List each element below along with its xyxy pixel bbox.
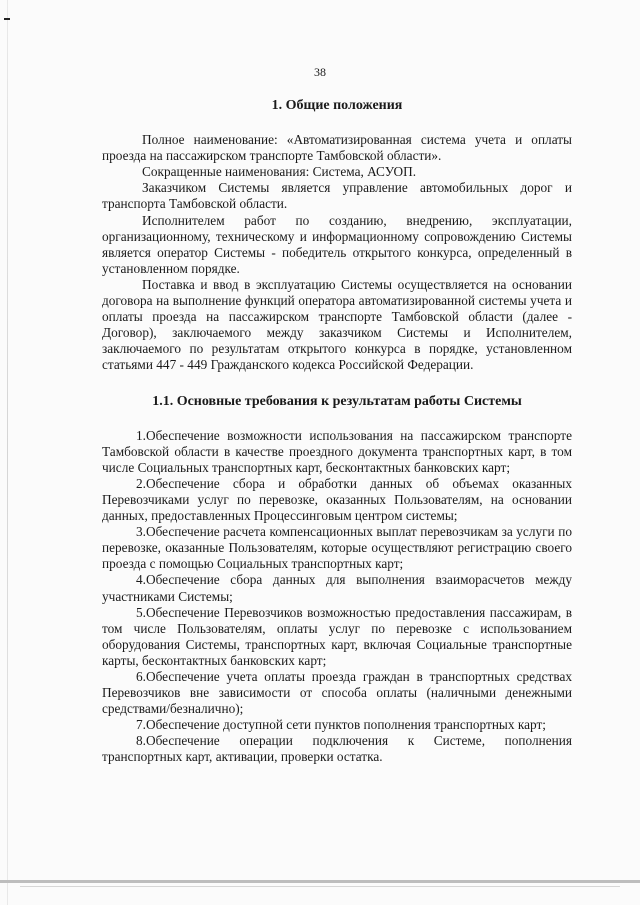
list-item: 5.Обеспечение Перевозчиков возможностью предоставления пассажирам, в том числе Пользователям, оплаты услуг по перевозке с использованием оборудования Системы, транспортных карт, включая Социальные транспортные карты, бесконтактных банковских карт; — [102, 604, 572, 668]
list-item: 3.Обеспечение расчета компенсационных выплат перевозчикам за услуги по перевозке, оказанные Пользователям, которые осуществляют регистрацию своего проезда с помощью Социальных транспортных карт; — [102, 524, 572, 572]
section-paragraphs — [102, 132, 572, 373]
section-title: 1. Общие положения — [271, 98, 403, 113]
paragraph: Заказчиком Системы является управление автомобильных дорог и транспорта Тамбовской области. — [102, 180, 572, 212]
page-number: 38 — [314, 65, 326, 79]
scan-edge — [7, 0, 8, 905]
list-item: 6.Обеспечение учета оплаты проезда граждан в транспортных средствах Перевозчиков вне зависимости от способа оплаты (наличными денежными средствами/безналично); — [102, 669, 572, 717]
list-item: 8.Обеспечение операции подключения к Системе, пополнения транспортных карт, активации, проверки остатка. — [102, 733, 572, 765]
list-item: 2.Обеспечение сбора и обработки данных об объемах оказанных Перевозчиками услуг по перевозке, оказанных Пользователям, на основании данных, предоставленных Процессинговым центром системы; — [102, 475, 572, 524]
list-item: 1.Обеспечение возможности использования на пассажирском транспорте Тамбовской области в качестве проездного документа транспортных карт, в том числе Социальных транспортных карт, бесконтактных банковских карт; — [102, 427, 572, 475]
list-item: 4.Обеспечение сбора данных для выполнения взаиморасчетов между участниками Системы; — [102, 572, 572, 604]
paragraph: Полное наименование: «Автоматизированная система учета и оплаты проезда на пассажирском транспорте Тамбовской области». — [102, 132, 572, 164]
paragraph: Сокращенные наименования: Система, АСУОП. — [142, 164, 417, 180]
list-item: 7.Обеспечение доступной сети пунктов пополнения транспортных карт; — [136, 717, 546, 733]
paragraph: Исполнителем работ по созданию, внедрению, эксплуатации, организационному, техническому и информационному сопровождению Системы является оператор Системы - победитель открытого конкурса, определенный в установленном порядке. — [102, 212, 572, 276]
scan-mark — [4, 18, 10, 20]
document-body — [102, 98, 572, 766]
requirements-list — [102, 428, 572, 766]
scan-bottom-edge — [0, 880, 640, 883]
scan-bottom-line — [20, 886, 620, 887]
paragraph: Поставка и ввод в эксплуатацию Системы осуществляется на основании договора на выполнение функций оператора автоматизированной системы учета и оплаты проезда на пассажирском транспорте Тамбовской области (далее - Договор), заключаемого между заказчиком Системы и Исполнителем, заключаемого по результатам открытого конкурса в порядке, установленном статьями 447 - 449 Гражданского кодекса Российской Федерации. — [102, 276, 572, 373]
subsection-title: 1.1. Основные требования к результатам работы Системы — [152, 393, 522, 409]
